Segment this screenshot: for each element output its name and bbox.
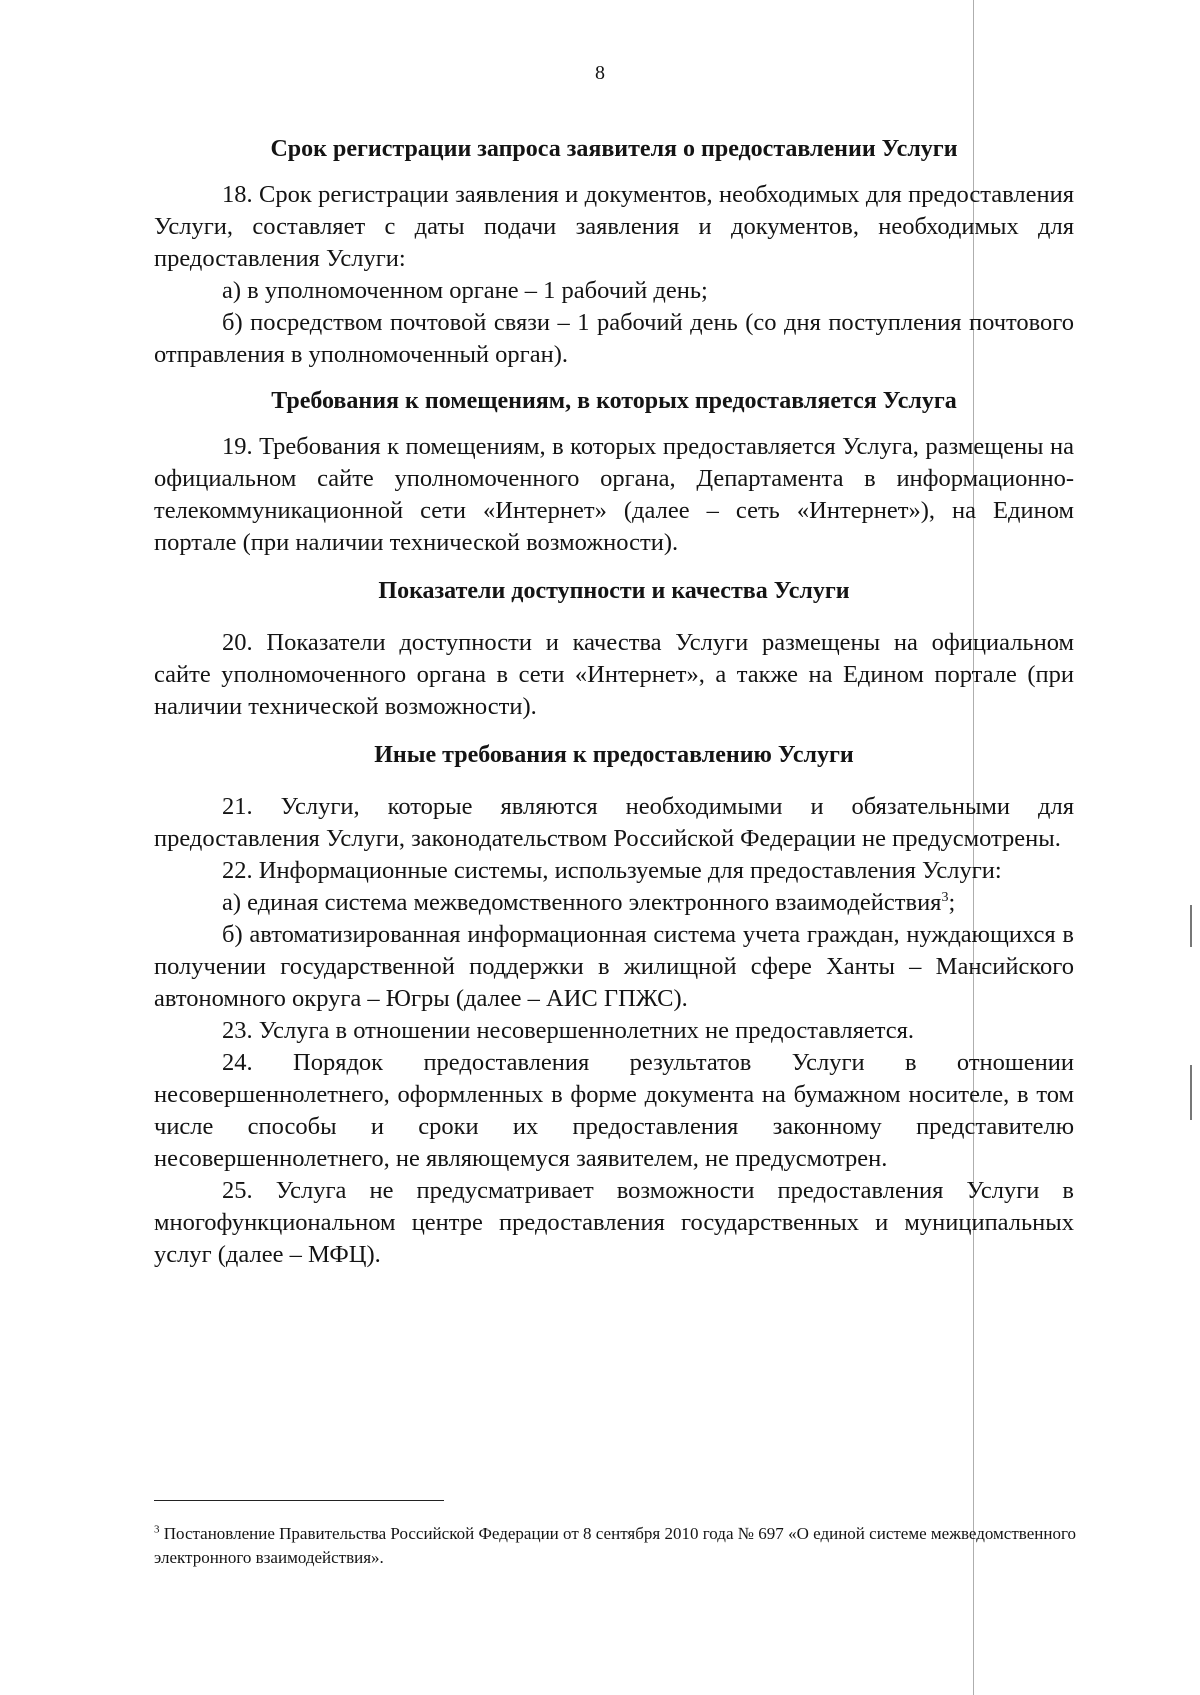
paragraph: 25. Услуга не предусматривает возможности предоставления Услуги в многофункциональном центре предоставления государственных и муниципальных услуг (далее – МФЦ). xyxy=(154,1177,1074,1268)
paragraph: б) автоматизированная информационная система учета граждан, нуждающихся в получении государственной поддержки в жилищной сфере Ханты – Мансийского автономного округа – Югры (далее – АИС ГПЖС). xyxy=(154,921,1074,1012)
footnote-text: Постановление Правительства Российской Федерации от 8 сентября 2010 года № 697 «О единой системе межведомственного электронного взаимодействия». xyxy=(154,1524,1076,1567)
paragraph-with-footnote xyxy=(154,887,1074,919)
footnote-marker: 3 xyxy=(154,1523,160,1536)
paragraph: 18. Срок регистрации заявления и документов, необходимых для предоставления Услуги, составляет с даты подачи заявления и документов, необходимых для предоставления Услуги: xyxy=(154,181,1074,272)
paragraph-text: а) единая система межведомственного электронного взаимодействия xyxy=(222,889,942,916)
scan-artifact-mark xyxy=(1190,905,1192,947)
paragraph: 21. Услуги, которые являются необходимыми и обязательными для предоставления Услуги, законодательством Российской Федерации не предусмотрены. xyxy=(154,793,1074,852)
scan-artifact-mark xyxy=(1190,1065,1192,1120)
paragraph-tail: ; xyxy=(948,889,956,916)
footnote-ref: 3 xyxy=(941,889,949,905)
section-heading: Срок регистрации запроса заявителя о предоставлении Услуги xyxy=(270,136,958,162)
paragraph: а) в уполномоченном органе – 1 рабочий день; xyxy=(222,277,708,304)
footnote xyxy=(154,1522,1076,1570)
paragraph: 24. Порядок предоставления результатов Услуги в отношении несовершеннолетнего, оформленных в форме документа на бумажном носителе, в том числе способы и сроки их предоставления законному представителю несовершеннолетнего, не являющемуся заявителем, не предусмотрен. xyxy=(154,1049,1074,1172)
paragraph: 23. Услуга в отношении несовершеннолетних не предоставляется. xyxy=(222,1017,914,1044)
paragraph: 20. Показатели доступности и качества Услуги размещены на официальном сайте уполномоченного органа в сети «Интернет», а также на Едином портале (при наличии технической возможности). xyxy=(154,629,1074,720)
section-heading: Иные требования к предоставлению Услуги xyxy=(374,742,854,768)
section-heading: Показатели доступности и качества Услуги xyxy=(378,578,850,604)
paragraph: 19. Требования к помещениям, в которых предоставляется Услуга, размещены на официальном сайте уполномоченного органа, Департамента в информационно-телекоммуникационной сети «Интернет» (далее – сеть «Интернет»), на Едином портале (при наличии технической возможности). xyxy=(154,433,1074,556)
page-number: 8 xyxy=(595,62,605,84)
paragraph: 22. Информационные системы, используемые для предоставления Услуги: xyxy=(222,857,1002,884)
document-body xyxy=(154,133,1074,1271)
section-heading: Требования к помещениям, в которых предоставляется Услуга xyxy=(271,388,957,414)
paragraph: б) посредством почтовой связи – 1 рабочий день (со дня поступления почтового отправления в уполномоченный орган). xyxy=(154,309,1074,368)
footnote-separator xyxy=(154,1500,444,1501)
